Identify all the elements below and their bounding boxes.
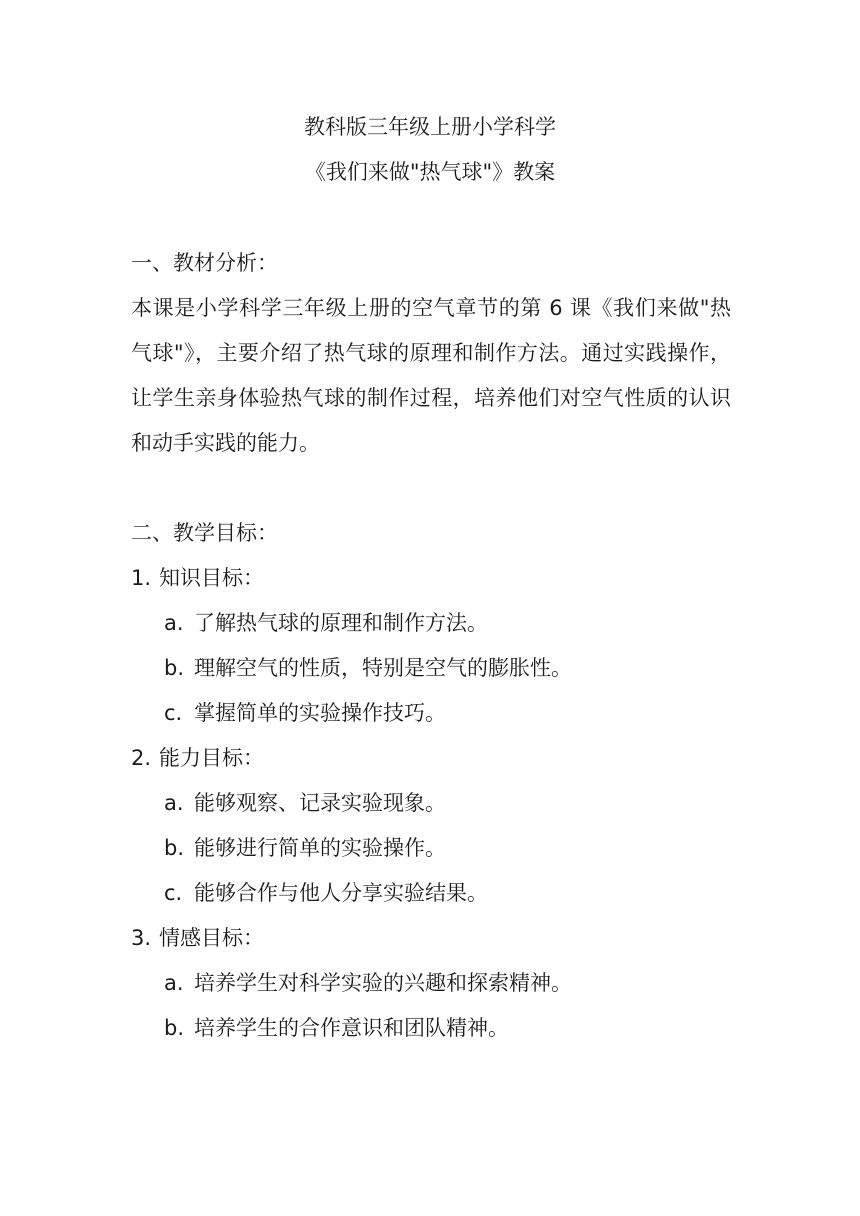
list-item: [164, 698, 446, 728]
list-item: [164, 968, 572, 998]
document-title-line1: 教科版三年级上册小学科学: [304, 115, 556, 139]
list-item: [164, 1013, 509, 1043]
goal-label: 知识目标：: [159, 566, 264, 590]
goal-item: [131, 743, 264, 773]
list-item-text: 了解热气球的原理和制作方法。: [194, 611, 488, 635]
list-item-text: 能够观察、记录实验现象。: [194, 791, 446, 815]
list-marker: a.: [164, 791, 184, 815]
list-item-text: 能够进行简单的实验操作。: [194, 836, 446, 860]
list-marker: a.: [164, 611, 184, 635]
list-marker: 2.: [131, 746, 152, 770]
document-title-line2: 《我们来做"热气球"》教案: [304, 160, 556, 184]
list-item: [164, 608, 488, 638]
list-marker: b.: [164, 656, 185, 680]
list-item-text: 培养学生对科学实验的兴趣和探索精神。: [194, 971, 572, 995]
list-item: [164, 878, 488, 908]
goal-label: 情感目标：: [159, 926, 264, 950]
list-marker: c.: [164, 881, 183, 905]
list-marker: 1.: [131, 566, 152, 590]
list-marker: a.: [164, 971, 184, 995]
list-marker: c.: [164, 701, 183, 725]
list-item: [164, 653, 572, 683]
list-item-text: 掌握简单的实验操作技巧。: [194, 701, 446, 725]
list-item-text: 培养学生的合作意识和团队精神。: [194, 1016, 509, 1040]
goal-label: 能力目标：: [159, 746, 264, 770]
goal-item: [131, 923, 264, 953]
list-marker: b.: [164, 836, 185, 860]
list-item: [164, 788, 446, 818]
section-heading-analysis: 一、教材分析：: [131, 251, 278, 275]
list-item-text: 能够合作与他人分享实验结果。: [194, 881, 488, 905]
list-item: [164, 833, 446, 863]
section-heading-goals: 二、教学目标：: [131, 521, 278, 545]
list-marker: 3.: [131, 926, 152, 950]
list-marker: b.: [164, 1016, 185, 1040]
goal-item: [131, 563, 264, 593]
list-item-text: 理解空气的性质，特别是空气的膨胀性。: [194, 656, 572, 680]
section-body-analysis: 本课是小学科学三年级上册的空气章节的第 6 课《我们来做"热气球"》，主要介绍了热气球的原理和制作方法。通过实践操作，让学生亲身体验热气球的制作过程，培养他们对空气性质的认识和动手实践的能力。: [131, 296, 731, 455]
